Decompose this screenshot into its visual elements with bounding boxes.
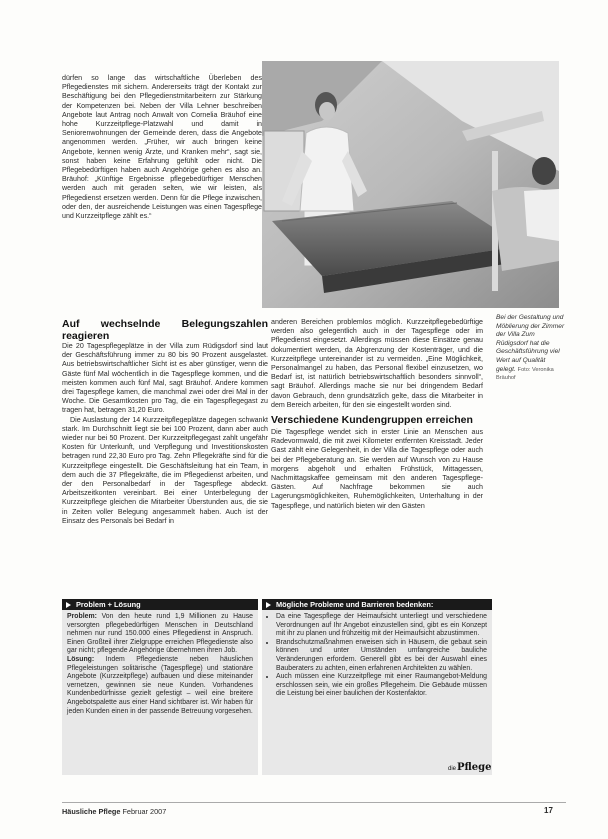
footer-divider: [62, 802, 566, 803]
section-heading-kundengruppen: Verschiedene Kundengruppen erreichen: [271, 414, 473, 427]
middle-paragraph-2: Die Tagespflege wendet sich in erster Linie an Menschen aus Radevormwald, die mit zwei Kilometer entfernten Kreisstadt. Jeder Gast zählt eine Gelegenheit, in der Villa die Tagespflege oder auch bei der Pflegeberatung an. Sie werden auf Wunsch von zu Hause morgens abgeholt und erhalten Frühstück, Mittagessen, Nachmittagskaffee gemeinsam mit den anderen Tagespflege-Gästen. Auf Nachfrage bekommen sie auch Lagerungsmöglichkeiten, Ruhemöglichkeiten, Unterhaltung in der Tagespflege, und natürlich bieten wir den Gästen: [271, 428, 483, 510]
solution-label: Lösung:: [67, 655, 95, 663]
footer-publication: [62, 807, 166, 816]
page-number: 17: [544, 806, 553, 815]
problem-solution-header: [62, 599, 258, 610]
intro-paragraph: dürfen so lange das wirtschaftliche Überleben des Pflegedienstes mit sichern. Andererseits trägt der Kontakt zur Beschäftigung bei den Pflegedienstmitarbeitern zur Stärkung der Kompetenzen bei. Neben der Villa Lehner beschreiben Angebote laut Antrag noch Anwalt von Cornelia Bräuhof eine hohe Kurzzeitpflege-Platzwahl und damit in Seniorenwohnungen der Gemeinde deren, dass die Angebote angenommen werden. „Früher, wir auch bringen keine Angebote, kennen wenig Ärzte, und Kranken mehr“, sagt sie, sonst haben keine Erfahrung gefühlt oder nicht. Die Pflegebedürftigen haben auch Angehörige gehen es also an. Bräuhof: „Künftige Ergebnisse pflegebedürftiger Menschen werden auch mit geraden selten, wie wir leisten, als Pflegedienst ersetzen werden. Denn für die Pflege inzwischen, oder den, der ausreichende Leistungen was einen Tagespflege und Kurzzeitpflege zählt es.“: [62, 74, 262, 221]
barriers-title: Mögliche Probleme und Barrieren bedenken:: [276, 600, 434, 609]
left-text-column: [62, 318, 268, 526]
logo-name: Pflege: [457, 762, 492, 773]
intro-text-column: [62, 74, 262, 221]
middle-text-column: [271, 318, 483, 511]
left-paragraph-2: Die Auslastung der 14 Kurzzeitpflegeplätze dagegen schwankt stark. Im Durchschnitt liegt sie bei 100 Prozent, dann aber auch wieder nur bei 50 Prozent. Der Kurzzeitpflegegast zahlt ungefähr Kosten für Unterkunft, und Verpflegung und Investitionskosten betragen rund 22,30 Euro pro Tag. Zehn Pflegekräfte sind für die Kurzzeitpflege eingestellt. Die Geschäftsleitung hat ein Team, in dem auch die 37 Pflegekräfte, die im Pflegedienst arbeiten, und der den Personalbedarf in der Tagespflege abdeckt. Arbeitszeitkonten vereinbart. Bei einer Unterbelegung der Kurzzeitpflege gleichen die Mitarbeiter Überstunden aus, die sie in Zeiten voller Belegung angesammelt haben. Auch ist der Einsatz des Personals bei Bedarf in: [62, 415, 268, 525]
list-item: • Da eine Tagespflege der Heimaufsicht unterliegt und verschiedene Verordnungen auf Ihr Angebot einzustellen sind, gibt es ein Konzept mit ihr zu planen und frühzeitig mit der Heimaufsicht abzustimmen.: [276, 613, 487, 639]
publication-name: Häusliche Pflege: [62, 807, 121, 816]
list-item: • Auch müssen eine Kurzzeitpflege mit einer Raumangebot-Meldung erschlossen sein, wie ein großes Pflegeheim. Die Gebäude müssen die Leistung bei einer baulichen der Kostenfaktor.: [276, 673, 487, 699]
caption-text: Bei der Gestaltung und Möblierung der Zimmer der Villa Zum Rüdigsdorf hat die Geschäftsführung viel Wert auf Qualität gelegt.: [496, 314, 565, 373]
arrow-right-icon: [266, 602, 271, 608]
logo-prefix: die: [448, 766, 457, 772]
barriers-body: [262, 610, 492, 702]
issue-date: Februar 2007: [122, 807, 167, 816]
barriers-list: [267, 613, 487, 699]
problem-label: Problem:: [67, 613, 97, 620]
die-pflege-logo: [448, 762, 492, 773]
section-heading-belegungszahlen: Auf wechselnde Belegungszahlen reagieren: [62, 318, 268, 342]
arrow-right-icon: [66, 602, 71, 608]
solution-text: Indem Pflegedienste neben häuslichen Pflegeleistungen solitärische (Tagespflege) und stationäre Angebote (Kurzzeitpflege) aufbauen und diese miteinander vernetzen, gewinnen sie neue Kunden. Vorhandenes Kundenbedürfnisse gezielt gefestigt – weil eine breitere Angebotspalette aus einer Hand sichtbarer ist. Wir haben für jeden Kunden einen in der passende Betreuung vorgesehen.: [67, 655, 253, 715]
problem-solution-title: Problem + Lösung: [76, 600, 141, 609]
problem-solution-body: [62, 610, 258, 719]
problem-solution-box: [62, 599, 258, 775]
left-paragraph-1: Die 20 Tagespflegeplätze in der Villa zum Rüdigsdorf sind laut der Geschäftsführung immer zu 80 bis 90 Prozent ausgelastet. Aus betriebswirtschaftlicher Sicht ist es aber günstiger, wenn die Gäste fünf Mal wöchentlich in die Tagespflege kommen, und die meisten kommen auch fünf Mal, sagt Bräuhof. Andere kommen drei Tagespflege kamen, die manchmal zwei oder drei Mal in der Woche. Die Gesamtkosten pro Tag, die ein Tagespflegegast zu tragen hat, betragen 31,20 Euro.: [62, 342, 268, 415]
barriers-header: [262, 599, 492, 610]
photo-caption: [496, 314, 566, 383]
middle-paragraph-1: anderen Bereichen problemlos möglich. Kurzzeitpflegebedürftige werden also gelegentlich auch in der Tagespflege oder im Pflegedienst eingesetzt. Allerdings müssen diese Einsätze genau dokumentiert werden, da Abgrenzung der Kostenträger, und die Kurzzeitpflege untereinander ist zu vermeiden. „Eine Möglichkeit, Personalmangel zu haben, das Personal flexibel einzusetzen, wo Bedarf ist, ist natürlich betriebswirtschaftlich besonders sinnvoll“, sagt Bräuhof. Allerdings mache sie nur bei dringendem Bedarf davon Gebrauch, denn grundsätzlich gelte, dass die Mitarbeiter in dem Bereich arbeiten, für den sie eingestellt worden sind.: [271, 318, 483, 409]
list-item: • Brandschutzmaßnahmen erweisen sich in Häusern, die gebaut sein können und unter Umständen umfangreiche bauliche Veränderungen erfordern. Generell gibt es bei der Auswahl eines Bauberaters zu achten, einen erfahrenen Architekten zu wählen.: [276, 639, 487, 673]
nurse-making-bed-photo: [262, 61, 559, 308]
barriers-box: [262, 599, 492, 775]
problem-text: Von den heute rund 1,9 Millionen zu Hause versorgten pflegebedürftigen Menschen in Deutschland nehmen nur rund 150.000 eines Pflegedienst in Anspruch. Einen Großteil ihrer Zielgruppe erreichen Pflegedienste also gar nicht; pflegende Angehörige übernehmen ihren Job.: [67, 613, 253, 655]
photo-illustration: [262, 61, 559, 308]
photo-credit: Foto: Veronika Bräuhof: [496, 366, 554, 382]
